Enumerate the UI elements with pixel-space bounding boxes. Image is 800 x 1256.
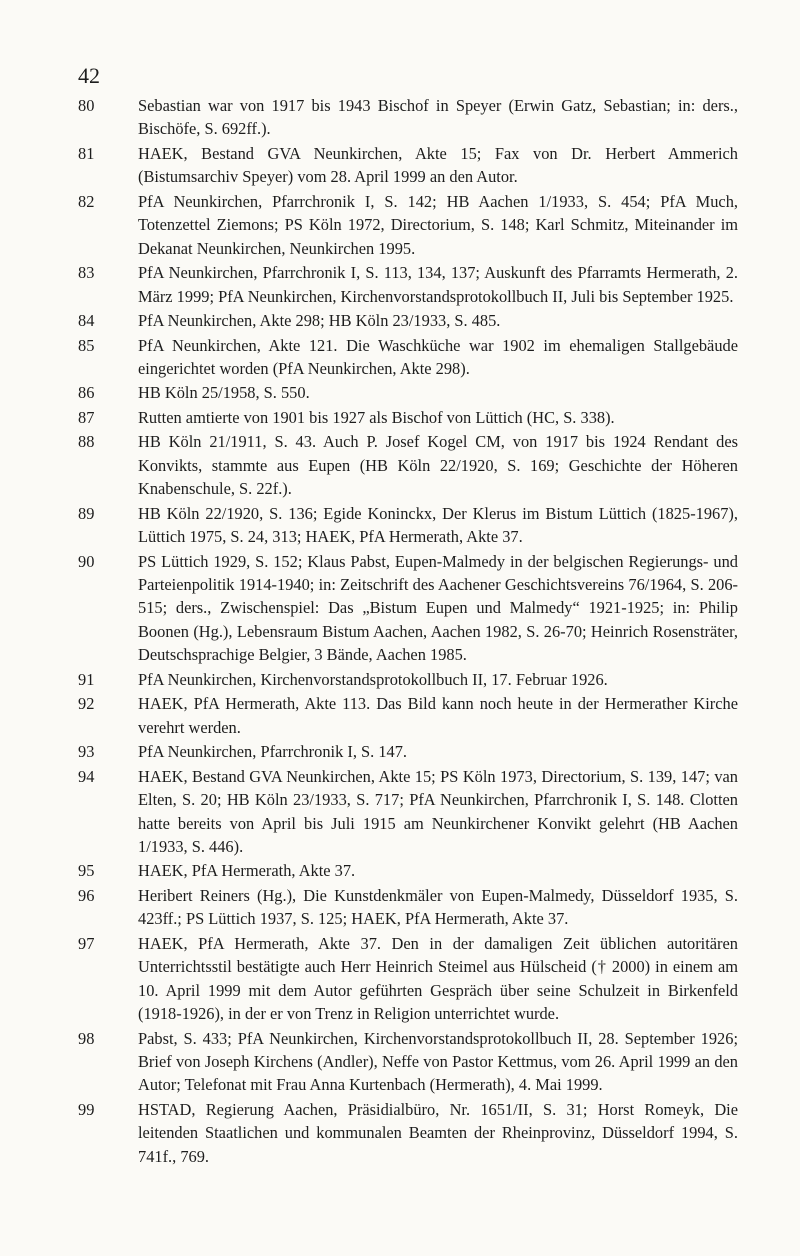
footnote-text: PfA Neunkirchen, Kirchenvorstandsprotokollbuch II, 17. Februar 1926. <box>138 669 608 689</box>
footnote <box>78 406 738 429</box>
footnote-text: Sebastian war von 1917 bis 1943 Bischof in Speyer (Erwin Gatz, Sebastian; in: ders., Bischöfe, S. 692ff.). <box>138 96 738 139</box>
footnote-number: 93 <box>78 742 95 762</box>
footnote-text: HAEK, Bestand GVA Neunkirchen, Akte 15; Fax von Dr. Herbert Ammerich (Bistumsarchiv Speyer) vom 28. April 1999 an den Autor. <box>138 143 738 187</box>
footnote <box>78 550 738 667</box>
footnote-text: HAEK, Bestand GVA Neunkirchen, Akte 15; PS Köln 1973, Directorium, S. 139, 147; van Elten, S. 20; HB Köln 23/1933, S. 717; PfA Neunkirchen, Pfarrchronik I, S. 148. Clotten hatte bereits von April bis Juli 1915 am Neunkirchener Konvikt gelehrt (HB Aachen 1/1933, S. 446). <box>138 766 738 856</box>
footnote-text: HAEK, PfA Hermerath, Akte 37. Den in der damaligen Zeit üblichen autoritären Unterrichtsstil bestätigte auch Herr Heinrich Steimel aus Hülscheid († 2000) in einem am 10. April 1999 mit dem Autor geführten Gespräch über seine Schulzeit in Birkenfeld (1918-1926), in der er von Trenz in Religion unterrichtet wurde. <box>138 933 738 1024</box>
footnote-number: 81 <box>78 143 95 163</box>
footnote-number: 87 <box>78 407 95 427</box>
footnote <box>78 94 738 141</box>
footnote <box>78 884 738 931</box>
footnote-number: 99 <box>78 1099 95 1119</box>
footnote-text: HAEK, PfA Hermerath, Akte 113. Das Bild kann noch heute in der Hermerather Kirche verehrt werden. <box>138 694 738 737</box>
footnote-text: HSTAD, Regierung Aachen, Präsidialbüro, Nr. 1651/II, S. 31; Horst Romeyk, Die leitenden Staatlichen und kommunalen Beamten der Rheinprovinz, Düsseldorf 1994, S. 741f., 769. <box>138 1099 738 1166</box>
footnote <box>78 740 738 763</box>
footnote-text: PfA Neunkirchen, Akte 121. Die Waschküche war 1902 im ehemaligen Stallgebäude eingerichtet worden (PfA Neunkirchen, Akte 298). <box>138 335 738 378</box>
page-number: 42 <box>78 63 100 88</box>
footnote-number: 91 <box>78 669 95 689</box>
footnote-text: Heribert Reiners (Hg.), Die Kunstdenkmäler von Eupen-Malmedy, Düsseldorf 1935, S. 423ff.; PS Lüttich 1937, S. 125; HAEK, PfA Hermerath, Akte 37. <box>138 885 738 929</box>
footnote-text: HAEK, PfA Hermerath, Akte 37. <box>138 861 356 881</box>
footnote <box>78 692 738 739</box>
footnote-text: PfA Neunkirchen, Akte 298; HB Köln 23/1933, S. 485. <box>138 311 501 331</box>
footnote-number: 86 <box>78 383 95 403</box>
footnote <box>78 1027 738 1097</box>
footnote-text: PfA Neunkirchen, Pfarrchronik I, S. 142; HB Aachen 1/1933, S. 454; PfA Much, Totenzettel Ziemons; PS Köln 1972, Directorium, S. 148; Karl Schmitz, Miteinander im Dekanat Neunkirchen, Neunkirchen 1995. <box>138 191 738 258</box>
footnote <box>78 309 738 332</box>
footnote-text: PfA Neunkirchen, Pfarrchronik I, S. 113, 134, 137; Auskunft des Pfarramts Hermerath, 2. März 1999; PfA Neunkirchen, Kirchenvorstandsprotokollbuch II, Juli bis September 1925. <box>138 263 738 306</box>
footnote <box>78 932 738 1026</box>
footnote-text: Pabst, S. 433; PfA Neunkirchen, Kirchenvorstandsprotokollbuch II, 28. September 1926; Brief von Joseph Kirchens (Andler), Neffe von Pastor Kettmus, vom 26. April 1999 an den Autor; Telefonat mit Frau Anna Kurtenbach (Hermerath), 4. Mai 1999. <box>138 1028 738 1095</box>
footnote-text: HB Köln 21/1911, S. 43. Auch P. Josef Kogel CM, von 1917 bis 1924 Rendant des Konvikts, stammte aus Eupen (HB Köln 22/1920, S. 169; Geschichte der Höheren Knabenschule, S. 22f.). <box>138 432 738 499</box>
footnote-number: 96 <box>78 885 95 905</box>
footnote <box>78 502 738 549</box>
footnote-number: 90 <box>78 551 95 571</box>
footnote-text: HB Köln 25/1958, S. 550. <box>138 383 310 403</box>
footnote-list <box>78 94 738 1169</box>
footnote-number: 95 <box>78 861 95 881</box>
footnote-number: 89 <box>78 503 95 523</box>
footnote-number: 94 <box>78 766 95 786</box>
footnote-text: HB Köln 22/1920, S. 136; Egide Koninckx, Der Klerus im Bistum Lüttich (1825-1967), Lüttich 1975, S. 24, 313; HAEK, PfA Hermerath, Akte 37. <box>138 503 738 547</box>
footnote <box>78 261 738 308</box>
footnote <box>78 190 738 260</box>
footnote-text: Rutten amtierte von 1901 bis 1927 als Bischof von Lüttich (HC, S. 338). <box>138 407 615 427</box>
footnote-number: 97 <box>78 933 95 953</box>
footnote <box>78 668 738 691</box>
footnote <box>78 1098 738 1168</box>
footnote-text: PS Lüttich 1929, S. 152; Klaus Pabst, Eupen-Malmedy in der belgischen Regierungs- und Parteienpolitik 1914-1940; in: Zeitschrift des Aachener Geschichtsvereins 76/1964, S. 206-515; ders., Zwischenspiel: Das „Bistum Eupen und Malmedy“ 1921-1925; in: Philip Boonen (Hg.), Lebensraum Bistum Aachen, Aachen 1982, S. 26-70; Heinrich Rosensträter, Deutschsprachige Belgier, 3 Bände, Aachen 1985. <box>138 551 738 665</box>
footnote <box>78 859 738 882</box>
footnote <box>78 430 738 500</box>
footnote-text: PfA Neunkirchen, Pfarrchronik I, S. 147. <box>138 742 408 762</box>
footnote-number: 92 <box>78 694 95 714</box>
footnote <box>78 381 738 404</box>
footnote-number: 88 <box>78 432 95 452</box>
footnote-number: 82 <box>78 191 95 211</box>
footnote-number: 80 <box>78 96 95 115</box>
footnote <box>78 142 738 189</box>
footnote <box>78 334 738 381</box>
footnote-number: 84 <box>78 311 95 331</box>
footnote-number: 85 <box>78 335 95 355</box>
footnote-number: 83 <box>78 263 95 283</box>
footnote-number: 98 <box>78 1028 95 1048</box>
footnote <box>78 765 738 859</box>
